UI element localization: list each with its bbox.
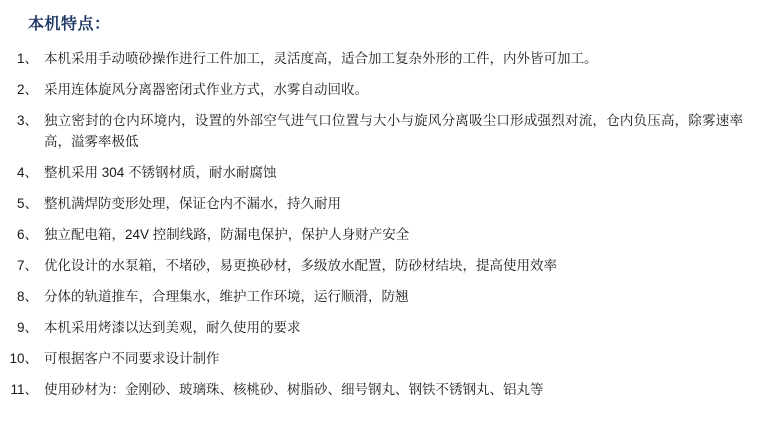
list-item: [0, 79, 767, 110]
list-item-number: 11、: [10, 382, 38, 397]
list-item-number: 2、: [16, 82, 38, 97]
list-item: [0, 162, 767, 193]
list-item-text: 独立配电箱，24V 控制线路，防漏电保护，保护人身财产安全: [44, 227, 410, 242]
list-item-number: 4、: [16, 165, 38, 180]
list-item-number: 10、: [9, 351, 38, 366]
list-item-number: 9、: [16, 320, 38, 335]
list-item: [0, 193, 767, 224]
list-item-text: 分体的轨道推车，合理集水，维护工作环境，运行顺滑，防翘: [44, 289, 409, 304]
list-item: [0, 317, 767, 348]
list-item-text: 整机采用 304 不锈钢材质，耐水耐腐蚀: [44, 165, 277, 180]
list-item-text: 本机采用烤漆以达到美观，耐久使用的要求: [44, 320, 301, 335]
list-item: [0, 348, 767, 379]
list-item-number: 7、: [16, 258, 38, 273]
list-item: [0, 224, 767, 255]
list-item-text: 独立密封的仓内环境内，设置的外部空气进气口位置与大小与旋风分离吸尘口形成强烈对流，仓内负压高，除雾速率高，溢雾率极低: [44, 113, 743, 149]
list-item-text: 本机采用手动喷砂操作进行工件加工，灵活度高，适合加工复杂外形的工件，内外皆可加工。: [44, 51, 598, 66]
list-item: [0, 286, 767, 317]
list-item: [0, 255, 767, 286]
list-item-text: 采用连体旋风分离器密闭式作业方式，水雾自动回收。: [44, 82, 368, 97]
list-item: [0, 48, 767, 79]
list-item: [0, 379, 767, 410]
list-item-number: 6、: [16, 227, 38, 242]
page-title: 本机特点：: [28, 16, 111, 33]
feature-list: [0, 36, 767, 410]
list-item-text: 使用砂材为：金刚砂、玻璃珠、核桃砂、树脂砂、细号钢丸、钢铁不锈钢丸、铝丸等: [44, 382, 544, 397]
list-item-number: 5、: [16, 196, 38, 211]
list-item-number: 1、: [16, 51, 38, 66]
list-item-text: 整机满焊防变形处理，保证仓内不漏水，持久耐用: [44, 196, 341, 211]
list-item-number: 3、: [16, 113, 38, 128]
list-item-number: 8、: [16, 289, 38, 304]
list-item: [0, 110, 767, 162]
list-item-text: 优化设计的水泵箱，不堵砂，易更换砂材，多级放水配置，防砂材结块，提高使用效率: [44, 258, 557, 273]
list-item-text: 可根据客户不同要求设计制作: [44, 351, 220, 366]
